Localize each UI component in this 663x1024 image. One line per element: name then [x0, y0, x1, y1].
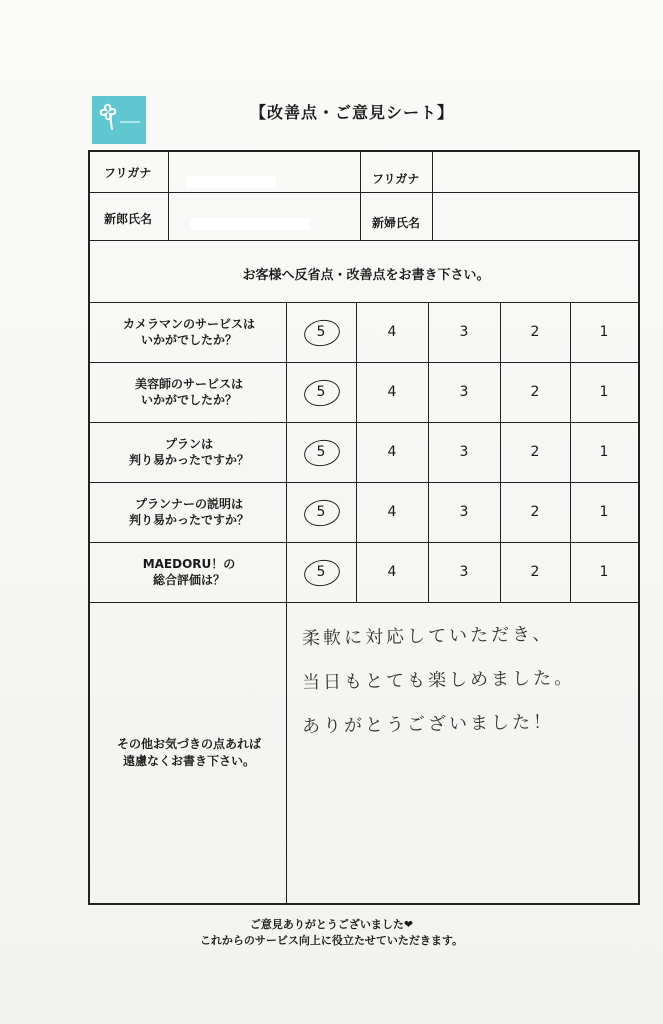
groom-furigana-label: フリガナ — [104, 166, 152, 180]
question-3-line2: 判り易かったですか？ — [128, 453, 249, 467]
rating-4-option[interactable]: 4 — [387, 324, 397, 340]
rating-4-option[interactable]: 4 — [387, 384, 397, 400]
rating-1-option[interactable]: 1 — [599, 504, 609, 520]
question-3-line1: プランは — [164, 437, 213, 451]
footer-thanks: ご意見ありがとうございました❤ — [249, 918, 414, 931]
logo — [92, 96, 146, 144]
rating-3-option[interactable]: 3 — [459, 324, 469, 340]
rating-2-option[interactable]: 2 — [530, 324, 540, 340]
rating-3-option[interactable]: 3 — [459, 444, 469, 460]
rating-3-option[interactable]: 3 — [459, 564, 469, 580]
question-2-line2: いかがでしたか？ — [140, 393, 237, 407]
page-title: 【改善点・ご意見シート】 — [250, 103, 455, 122]
other-comments-label — [94, 736, 284, 770]
handwritten-comment-line3: ありがとうございました！ — [301, 711, 555, 738]
redaction-mark — [190, 218, 310, 230]
handwritten-comment-line1: 柔軟に対応していただき、 — [301, 623, 554, 650]
rating-2-option[interactable]: 2 — [530, 564, 540, 580]
question-5-line2: 総合評価は？ — [152, 573, 225, 587]
rating-5-option[interactable]: 5 — [316, 504, 326, 520]
clover-icon — [92, 96, 146, 144]
feedback-form-table — [88, 150, 640, 905]
groom-name-label: 新郎氏名 — [104, 212, 153, 226]
question-1 — [94, 316, 284, 348]
selection-circle — [302, 557, 342, 589]
rating-1-option[interactable]: 1 — [599, 324, 609, 340]
rating-5-option[interactable]: 5 — [316, 564, 326, 580]
redaction-mark — [186, 176, 276, 188]
rating-4-option[interactable]: 4 — [387, 504, 397, 520]
question-2 — [94, 376, 284, 408]
rating-2-option[interactable]: 2 — [530, 384, 540, 400]
selection-circle — [302, 497, 342, 529]
question-1-line2: いかがでしたか？ — [140, 333, 237, 347]
rating-4-option[interactable]: 4 — [387, 444, 397, 460]
question-3 — [94, 436, 284, 468]
question-4-line1: プランナーの説明は — [134, 497, 243, 511]
bride-furigana-label: フリガナ — [372, 172, 420, 186]
rating-4-option[interactable]: 4 — [387, 564, 397, 580]
footer-note: これからのサービス向上に役立たせていただきます。 — [199, 934, 464, 947]
rating-1-option[interactable]: 1 — [599, 444, 609, 460]
rating-5-option[interactable]: 5 — [316, 324, 326, 340]
rating-2-option[interactable]: 2 — [530, 504, 540, 520]
handwritten-comment-line2: 当日もとても楽しめました。 — [301, 667, 576, 694]
selection-circle — [302, 437, 342, 469]
other-comments-label-line1: その他お気づきの点あれば — [116, 737, 261, 751]
question-4 — [94, 496, 284, 528]
other-comments-label-line2: 遠慮なくお書き下さい。 — [122, 754, 255, 768]
rating-5-option[interactable]: 5 — [316, 384, 326, 400]
rating-5-option[interactable]: 5 — [316, 444, 326, 460]
rating-2-option[interactable]: 2 — [530, 444, 540, 460]
rating-3-option[interactable]: 3 — [459, 384, 469, 400]
rating-1-option[interactable]: 1 — [599, 384, 609, 400]
bride-name-label: 新婦氏名 — [372, 216, 421, 230]
selection-circle — [302, 317, 342, 349]
selection-circle — [302, 377, 342, 409]
question-5-line1: MAEDORU！の — [142, 557, 236, 571]
rating-1-option[interactable]: 1 — [599, 564, 609, 580]
question-5 — [94, 556, 284, 588]
question-1-line1: カメラマンのサービスは — [122, 317, 255, 331]
question-4-line2: 判り易かったですか？ — [128, 513, 249, 527]
instruction-text: お客様へ反省点・改善点をお書き下さい。 — [242, 268, 490, 283]
question-2-line1: 美容師のサービスは — [134, 377, 243, 391]
rating-3-option[interactable]: 3 — [459, 504, 469, 520]
